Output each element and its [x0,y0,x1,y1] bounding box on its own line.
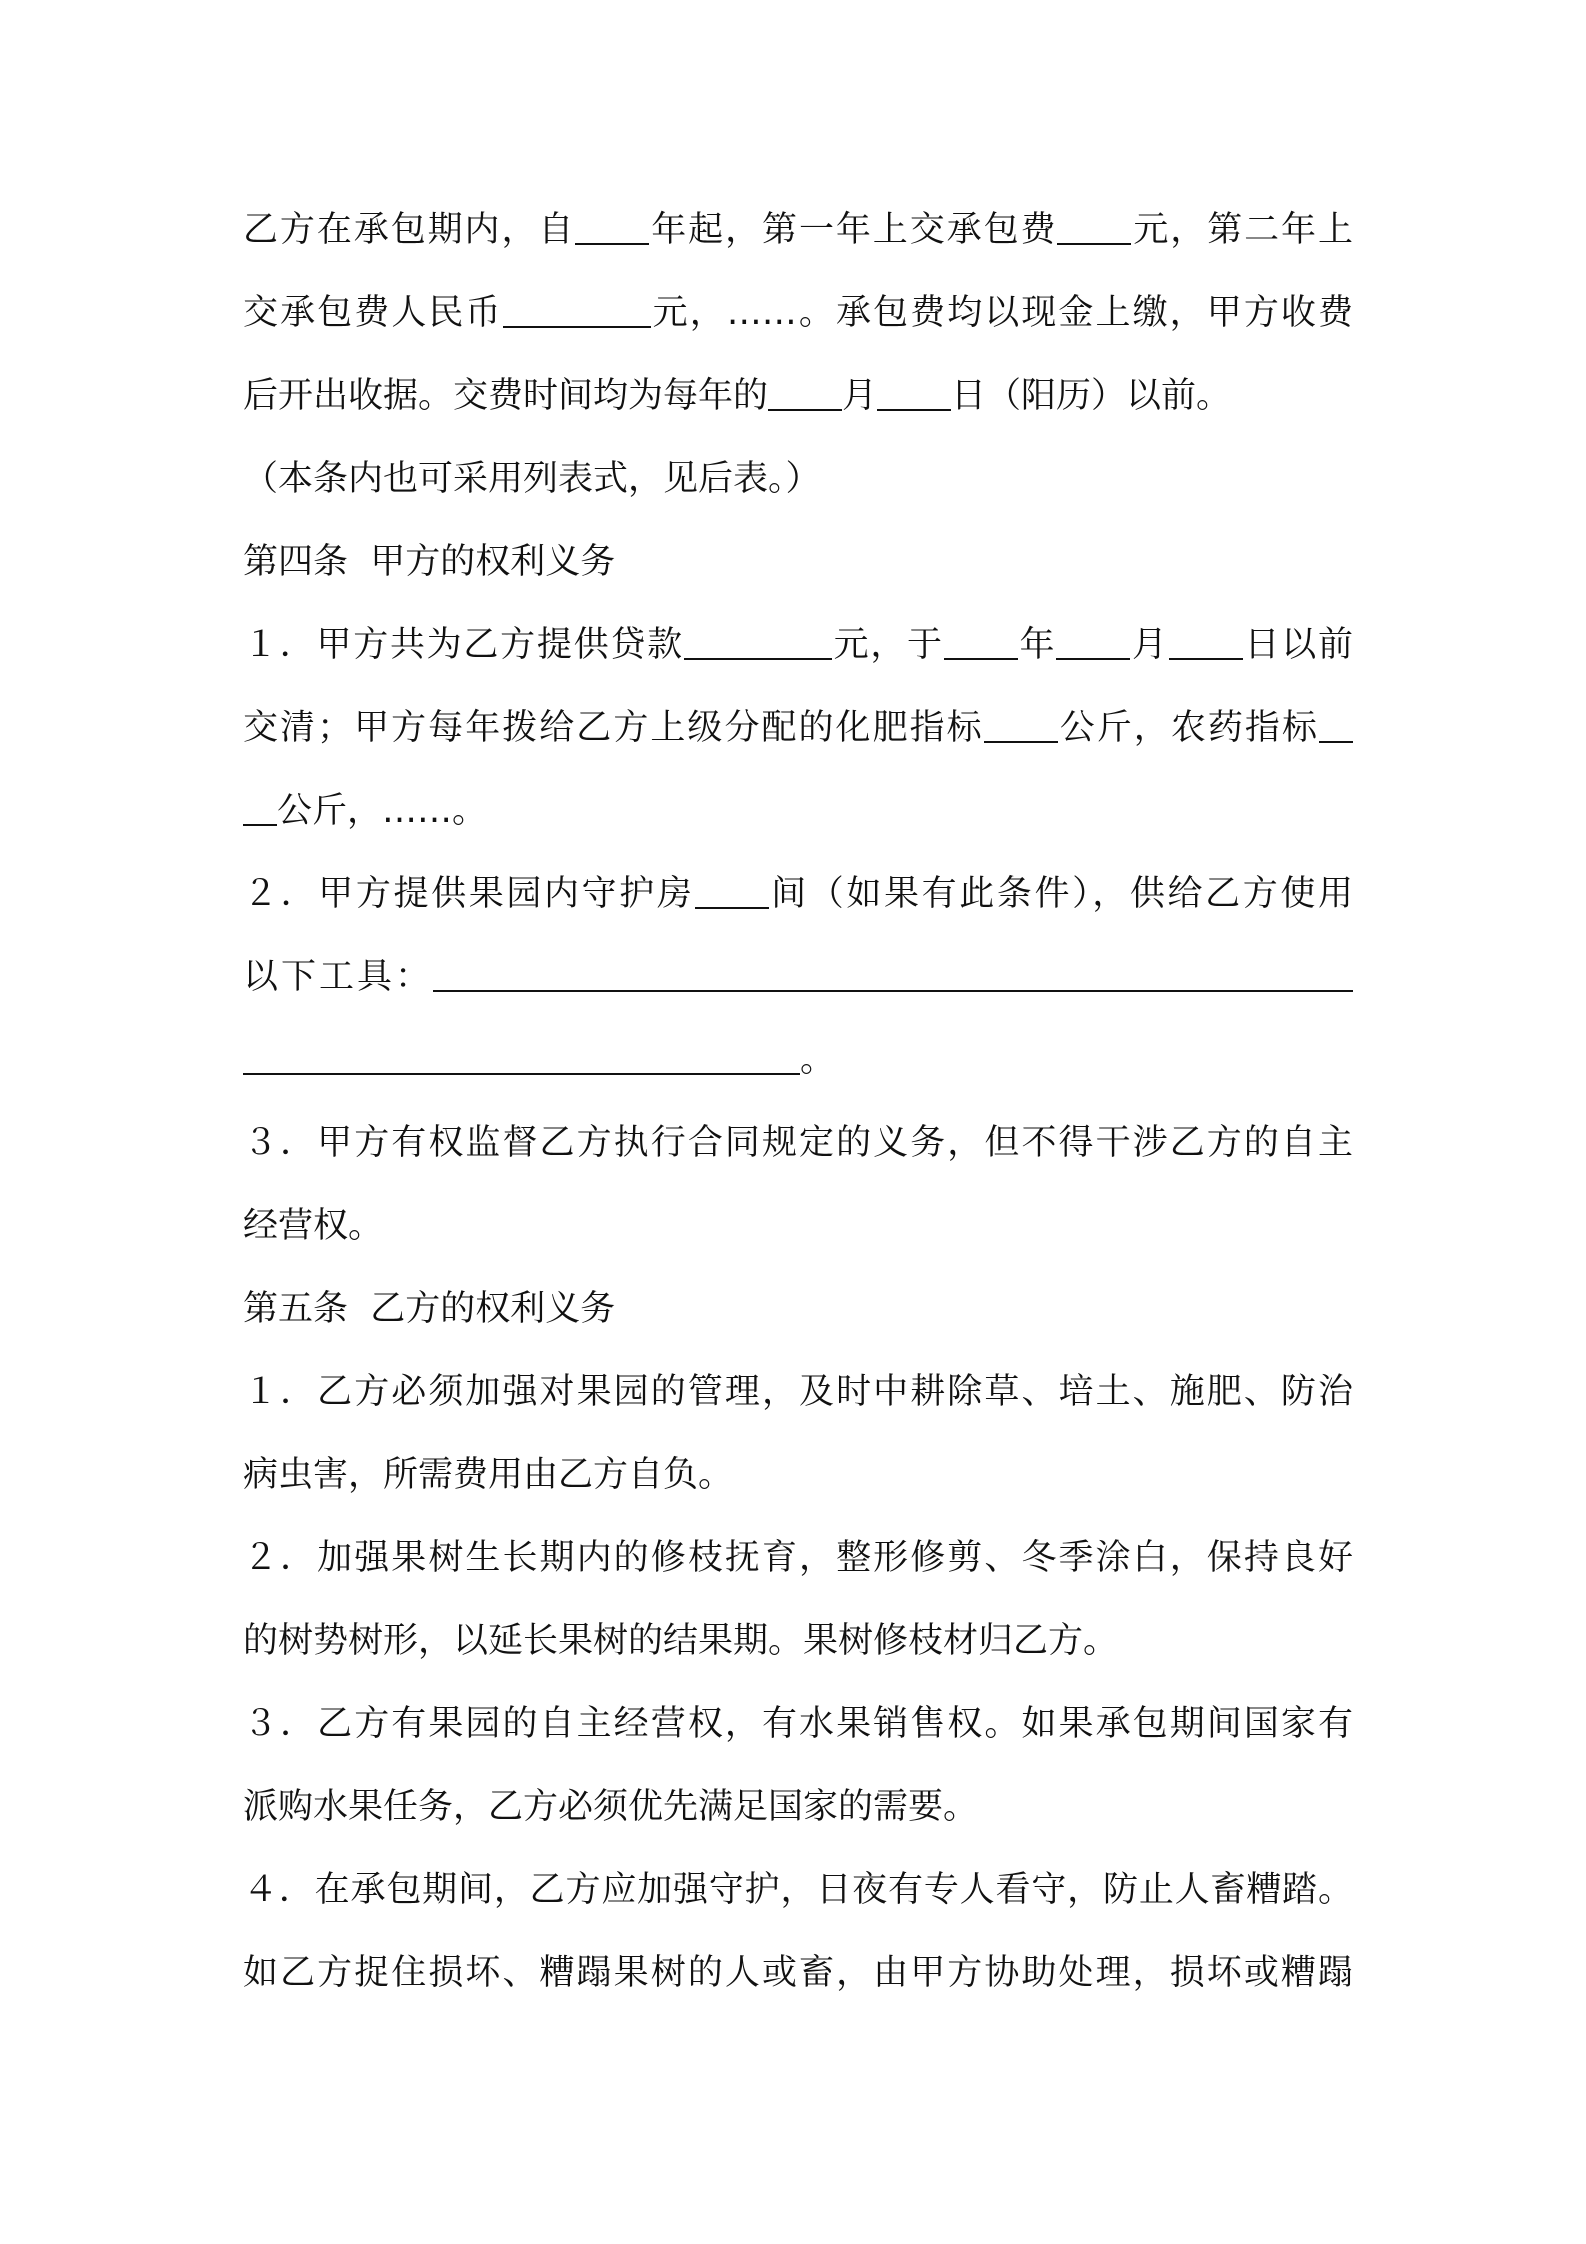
text-segment: 的树势树形，以延长果树的结果期。果树修枝材归乙方。 [243,1621,1119,1661]
tools-list-blank [433,960,1353,992]
text-segment: 月 [1130,625,1169,665]
text-segment: １．甲方共为乙方提供贷款 [243,625,684,665]
text-segment: １．乙方必须加强对果园的管理，及时中耕除草、培土、施肥、防治 [243,1372,1353,1412]
text-segment: ３．甲方有权监督乙方执行合同规定的义务，但不得干涉乙方的自主 [243,1123,1353,1163]
pesticide-quota-blank [1319,711,1353,743]
line-19 [243,1683,1353,1766]
contract-body [243,189,1353,2015]
text-segment: 经营权。 [243,1206,384,1246]
text-segment: 如乙方捉住损坏、糟蹋果树的人或畜，由甲方协助处理，损坏或糟蹋 [243,1953,1353,1993]
line-11 [243,1019,1353,1102]
month-blank [768,379,842,411]
text-segment: 乙方在承包期内，自 [243,210,576,250]
line-18 [243,1600,1353,1683]
line-15 [243,1351,1353,1434]
text-segment: ２．加强果树生长期内的修枝抚育，整形修剪、冬季涂白，保持良好 [243,1538,1353,1578]
line-13 [243,1185,1353,1268]
article-5-heading [243,1268,1353,1351]
text-segment: 交清；甲方每年拨给乙方上级分配的化肥指标 [243,708,984,748]
text-segment: ４．在承包期间，乙方应加强守护，日夜有专人看守，防止人畜糟踏。 [243,1870,1353,1910]
line-17 [243,1517,1353,1600]
day-blank [877,379,951,411]
text-segment: 公斤，……。 [277,791,488,831]
line-20 [243,1766,1353,1849]
day-blank [1169,628,1243,660]
tools-list-blank-cont [243,1043,800,1075]
text-segment: 交承包费人民币 [243,293,503,333]
text-segment: 间（如果有此条件），供给乙方使用 [768,874,1353,914]
text-segment: 后开出收据。交费时间均为每年的 [243,376,769,416]
article-4-heading [243,521,1353,604]
text-segment: ２．甲方提供果园内守护房 [243,874,695,914]
text-segment: 月 [842,376,878,416]
text-segment: 元，于 [831,625,944,665]
room-count-blank [695,877,769,909]
line-16 [243,1434,1353,1517]
text-segment: 公斤，农药指标 [1057,708,1319,748]
month-blank [1056,628,1130,660]
line-9 [243,853,1353,936]
heading-text: 第四条 甲方的权利义务 [243,542,616,582]
line-12 [243,1102,1353,1185]
line-7 [243,687,1353,770]
line-3 [243,355,1353,438]
fertilizer-quota-blank [984,711,1058,743]
pesticide-quota-blank-cont [243,794,277,826]
year-blank [944,628,1018,660]
loan-amount-blank [684,628,832,660]
text-segment: 以下工具： [243,957,433,997]
second-year-fee-blank [503,296,651,328]
line-21 [243,1849,1353,1932]
line-2 [243,272,1353,355]
text-segment: 年起，第一年上交承包费 [649,210,1058,250]
text-segment: 年 [1017,625,1057,665]
heading-text: 第五条 乙方的权利义务 [243,1289,616,1329]
text-segment: （本条内也可采用列表式，见后表。） [243,459,821,499]
line-1 [243,189,1353,272]
text-segment: 日以前 [1242,625,1353,665]
first-year-fee-blank [1057,213,1131,245]
text-segment: 派购水果任务，乙方必须优先满足国家的需要。 [243,1787,979,1827]
line-6 [243,604,1353,687]
line-22 [243,1932,1353,2015]
text-segment: 。 [800,1040,836,1080]
line-4 [243,438,1353,521]
text-segment: ３．乙方有果园的自主经营权，有水果销售权。如果承包期间国家有 [243,1704,1353,1744]
text-segment: 元，……。承包费均以现金上缴，甲方收费 [650,293,1353,333]
text-segment: 日（阳历）以前。 [951,376,1232,416]
line-8 [243,770,1353,853]
text-segment: 元，第二年上 [1131,210,1353,250]
text-segment: 病虫害，所需费用由乙方自负。 [243,1455,734,1495]
year-blank [575,213,649,245]
line-10 [243,936,1353,1019]
